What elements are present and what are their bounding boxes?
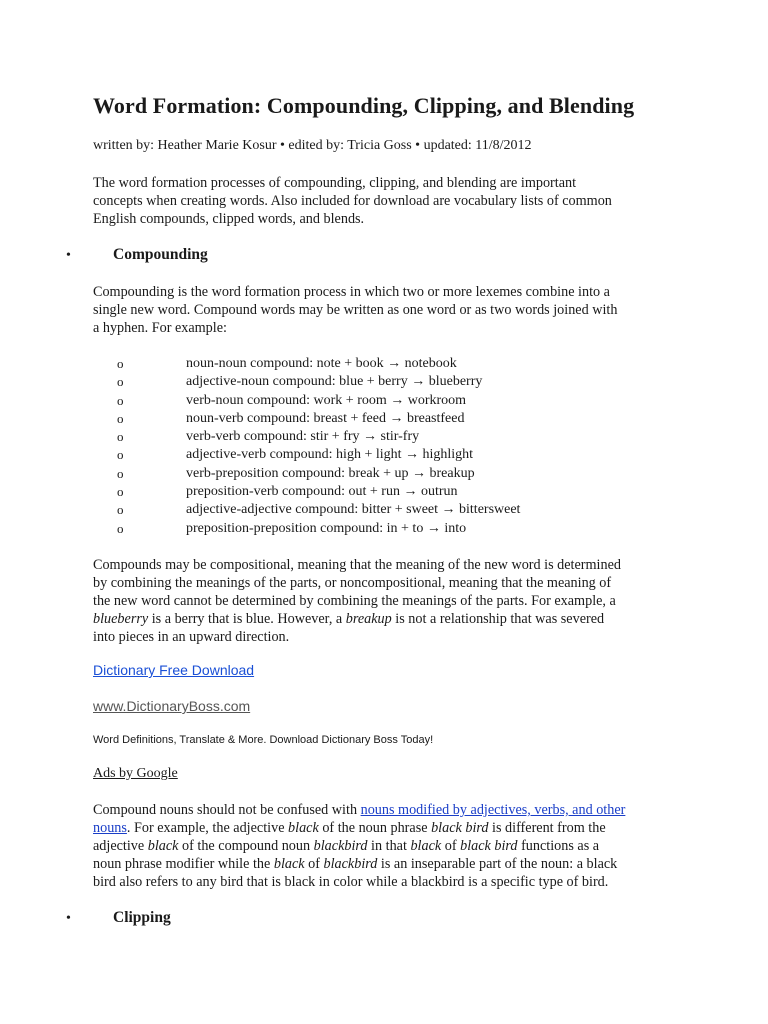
page-title: Word Formation: Compounding, Clipping, and Blending	[93, 93, 635, 118]
italic-term: black	[410, 838, 442, 854]
circle-bullet-icon: o	[117, 410, 124, 426]
text-run: of	[441, 838, 461, 854]
ad-url-link[interactable]: www.DictionaryBoss.com	[93, 698, 251, 714]
bullet-icon: •	[66, 911, 71, 926]
intro-line: concepts when creating words. Also included for download are vocabulary lists of common	[93, 193, 612, 209]
intro-line: The word formation processes of compounding, clipping, and blending are important	[93, 175, 577, 191]
text-run: is different from the	[488, 820, 606, 836]
text-run: is an inseparable part of the noun: a black	[377, 856, 618, 872]
italic-term: blackbird	[323, 856, 378, 872]
italic-term: black bird	[460, 838, 518, 854]
paragraph-line: bird also refers to any bird that is black in color while a blackbird is a specific type of bird.	[93, 874, 609, 890]
italic-term: blueberry	[93, 611, 149, 627]
example-text: verb-verb compound: stir + fry → stir-fry	[186, 429, 420, 445]
paragraph-line: a hyphen. For example:	[93, 320, 227, 336]
circle-bullet-icon: o	[117, 356, 124, 371]
paragraph-line: Compounding is the word formation process in which two or more lexemes combine into a	[93, 284, 610, 300]
paragraph-line: single new word. Compound words may be written as one word or as two words joined with	[93, 302, 618, 318]
example-text: preposition-preposition compound: in + to → into	[186, 520, 467, 536]
text-run: is a berry that is blue. However, a	[148, 611, 346, 627]
intro-line: English compounds, clipped words, and blends.	[93, 211, 365, 227]
compositional-paragraph	[93, 556, 621, 646]
section-heading-compounding: Compounding	[113, 246, 208, 263]
italic-term: black bird	[431, 820, 489, 836]
ad-description: Word Definitions, Translate & More. Download Dictionary Boss Today!	[93, 734, 434, 746]
circle-bullet-icon: o	[117, 392, 124, 408]
intro-paragraph	[93, 174, 612, 228]
italic-term: blackbird	[313, 838, 368, 854]
compounding-intro-paragraph	[93, 283, 617, 337]
text-run: . For example, the adjective	[126, 820, 289, 836]
compound-nouns-paragraph	[93, 801, 625, 891]
ads-by-google-link[interactable]: Ads by Google	[93, 766, 178, 781]
text-run: functions as a	[517, 838, 600, 854]
paragraph-line	[93, 855, 625, 873]
nouns-modified-link-end[interactable]: nouns	[93, 820, 127, 836]
paragraph-line: the new word cannot be determined by combining the meanings of the parts. For example, a	[93, 593, 616, 609]
text-run: noun phrase modifier while the	[93, 856, 274, 872]
example-text: noun-verb compound: breast + feed → breastfeed	[186, 410, 465, 426]
paragraph-line	[93, 837, 625, 855]
text-run: is not a relationship that was severed	[391, 611, 605, 627]
circle-bullet-icon: o	[117, 484, 124, 500]
ad-title-link[interactable]: Dictionary Free Download	[93, 662, 255, 678]
example-text: noun-noun compound: note + book → notebook	[186, 356, 457, 371]
italic-term: black	[147, 838, 179, 854]
bullet-icon: •	[66, 248, 71, 263]
example-text: verb-preposition compound: break + up → breakup	[186, 465, 475, 481]
italic-term: black	[273, 856, 305, 872]
paragraph-line: by combining the meanings of the parts, or noncompositional, meaning that the meaning of	[93, 575, 612, 591]
example-text: adjective-adjective compound: bitter + sweet → bittersweet	[186, 502, 521, 518]
text-run: in that	[367, 838, 411, 854]
example-text: adjective-verb compound: high + light → highlight	[186, 447, 474, 463]
paragraph-line: Compounds may be compositional, meaning that the meaning of the new word is determined	[93, 557, 621, 573]
example-text: verb-noun compound: work + room → workroom	[186, 392, 467, 408]
paragraph-line	[93, 801, 625, 819]
circle-bullet-icon: o	[117, 502, 124, 518]
circle-bullet-icon: o	[117, 374, 124, 390]
paragraph-line	[93, 819, 625, 837]
text-run: of the compound noun	[178, 838, 314, 854]
circle-bullet-icon: o	[117, 520, 124, 536]
text-run: of	[304, 856, 324, 872]
text-run: adjective	[93, 838, 148, 854]
italic-term: black	[288, 820, 319, 836]
text-run: of the noun phrase	[318, 820, 432, 836]
circle-bullet-icon: o	[117, 429, 124, 445]
section-heading-clipping: Clipping	[113, 909, 171, 926]
italic-term: breakup	[345, 611, 392, 627]
text-run: Compound nouns should not be confused with	[93, 802, 361, 818]
nouns-modified-link[interactable]: nouns modified by adjectives, verbs, and other	[360, 802, 626, 818]
paragraph-line	[93, 610, 621, 628]
example-text: adjective-noun compound: blue + berry → blueberry	[186, 374, 483, 390]
byline: written by: Heather Marie Kosur • edited by: Tricia Goss • updated: 11/8/2012	[93, 138, 532, 153]
circle-bullet-icon: o	[117, 447, 124, 463]
circle-bullet-icon: o	[117, 465, 124, 481]
example-text: preposition-verb compound: out + run → outrun	[186, 484, 458, 500]
paragraph-line: into pieces in an upward direction.	[93, 629, 290, 645]
